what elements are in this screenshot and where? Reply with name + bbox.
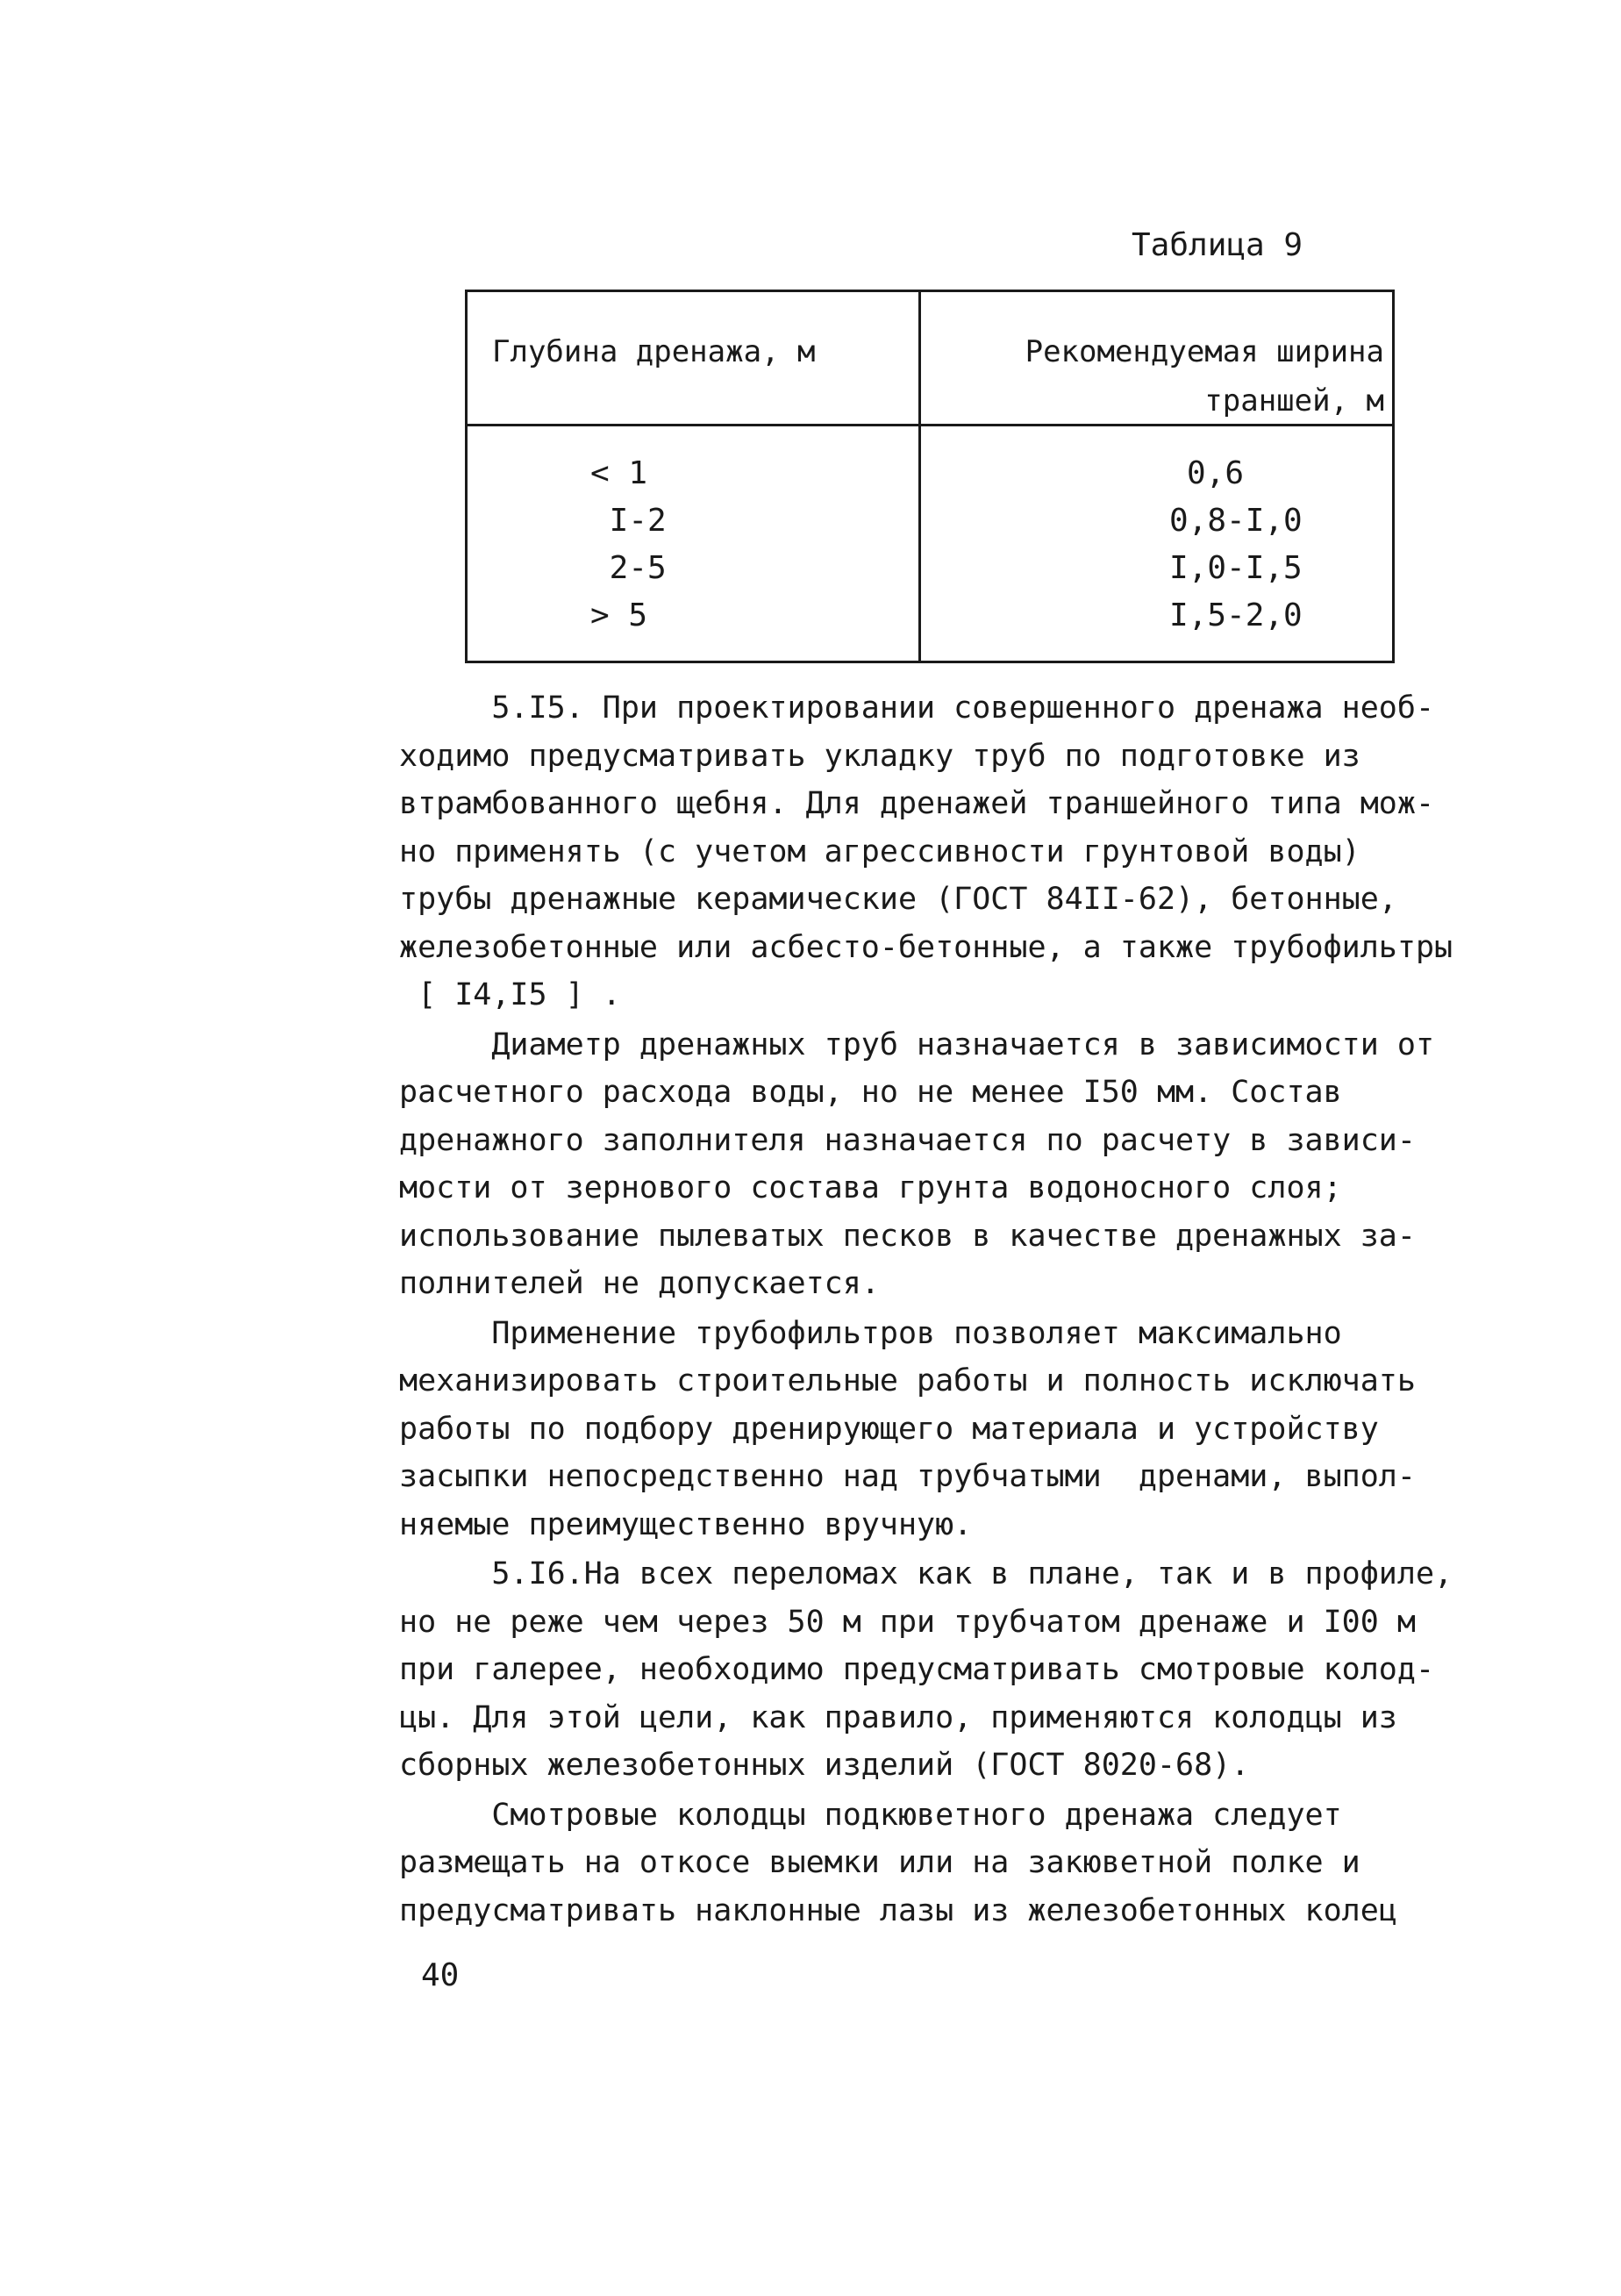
text-line: втрамбованного щебня. Для дренажей траншейного типа мож-: [399, 786, 1435, 821]
width-cell: 0,6: [1187, 455, 1245, 491]
table-column-divider: [918, 292, 921, 661]
header-width-line-1: Рекомендуемая ширина: [1025, 334, 1384, 369]
text-line: мости от зернового состава грунта водоносного слоя;: [399, 1170, 1342, 1205]
text-line: использование пылеватых песков в качестве дренажных за-: [399, 1218, 1416, 1254]
text-line: предусматривать наклонные лазы из железобетонных колец: [399, 1892, 1397, 1928]
text-line: Диаметр дренажных труб назначается в зависимости от: [399, 1026, 1435, 1062]
width-cell: I,0-I,5: [1169, 550, 1303, 586]
depth-cell: < 1: [590, 455, 648, 491]
depth-cell: > 5: [590, 597, 648, 633]
body-text: [399, 684, 1522, 1935]
text-line: железобетонные или асбесто-бетонные, а также трубофильтры: [399, 929, 1453, 965]
text-line: Смотровые колодцы подкюветного дренажа следует: [399, 1797, 1342, 1833]
width-cell: I,5-2,0: [1169, 597, 1303, 633]
page-number: 40: [421, 1957, 460, 1993]
text-line: размещать на откосе выемки или на закюветной полке и: [399, 1845, 1360, 1880]
width-cell: 0,8-I,0: [1169, 503, 1303, 539]
text-line: но не реже чем через 50 м при трубчатом дренаже и I00 м: [399, 1604, 1416, 1640]
text-line: при галерее, необходимо предусматривать смотровые колод-: [399, 1652, 1435, 1687]
text-line: дренажного заполнителя назначается по расчету в зависи-: [399, 1122, 1416, 1158]
text-line: работы по подбору дренирующего материала и устройству: [399, 1411, 1379, 1447]
depth-cell: I-2: [590, 503, 667, 539]
text-line: [ I4,I5 ] .: [399, 977, 621, 1012]
text-line: ходимо предусматривать укладку труб по подготовке из: [399, 738, 1360, 774]
header-width-line-2: траншей, м: [1204, 383, 1384, 418]
paragraph-5-15: [399, 684, 1522, 1019]
text-line: механизировать строительные работы и полность исключать: [399, 1363, 1416, 1398]
text-line: 5.I5. При проектировании совершенного дренажа необ-: [399, 690, 1435, 726]
text-line: полнителей не допускается.: [399, 1266, 880, 1301]
paragraph-inspection-wells: [399, 1792, 1522, 1935]
depth-cell: 2-5: [590, 550, 667, 586]
text-line: засыпки непосредственно над трубчатыми дренами, выпол-: [399, 1459, 1416, 1494]
text-line: Применение трубофильтров позволяет максимально: [399, 1315, 1342, 1351]
text-line: но применять (с учетом агрессивности грунтовой воды): [399, 833, 1360, 869]
width-values: [1169, 450, 1303, 640]
depth-values: [590, 450, 667, 640]
paragraph-pipe-filters: [399, 1310, 1522, 1549]
paragraph-5-16: [399, 1550, 1522, 1790]
header-width: [932, 327, 1384, 426]
text-line: цы. Для этой цели, как правило, применяются колодцы из: [399, 1699, 1397, 1735]
text-line: няемые преимущественно вручную.: [399, 1506, 973, 1542]
text-line: сборных железобетонных изделий (ГОСТ 8020-68).: [399, 1748, 1250, 1783]
depth-width-table: [465, 290, 1395, 663]
table-caption: Таблица 9: [1132, 227, 1303, 263]
text-line: 5.I6.На всех переломах как в плане, так и в профиле,: [399, 1556, 1453, 1591]
paragraph-pipe-diameter: [399, 1021, 1522, 1308]
header-depth: Глубина дренажа, м: [492, 334, 816, 369]
text-line: расчетного расхода воды, но не менее I50 мм. Состав: [399, 1075, 1342, 1110]
text-line: трубы дренажные керамические (ГОСТ 84II-62), бетонные,: [399, 882, 1397, 917]
